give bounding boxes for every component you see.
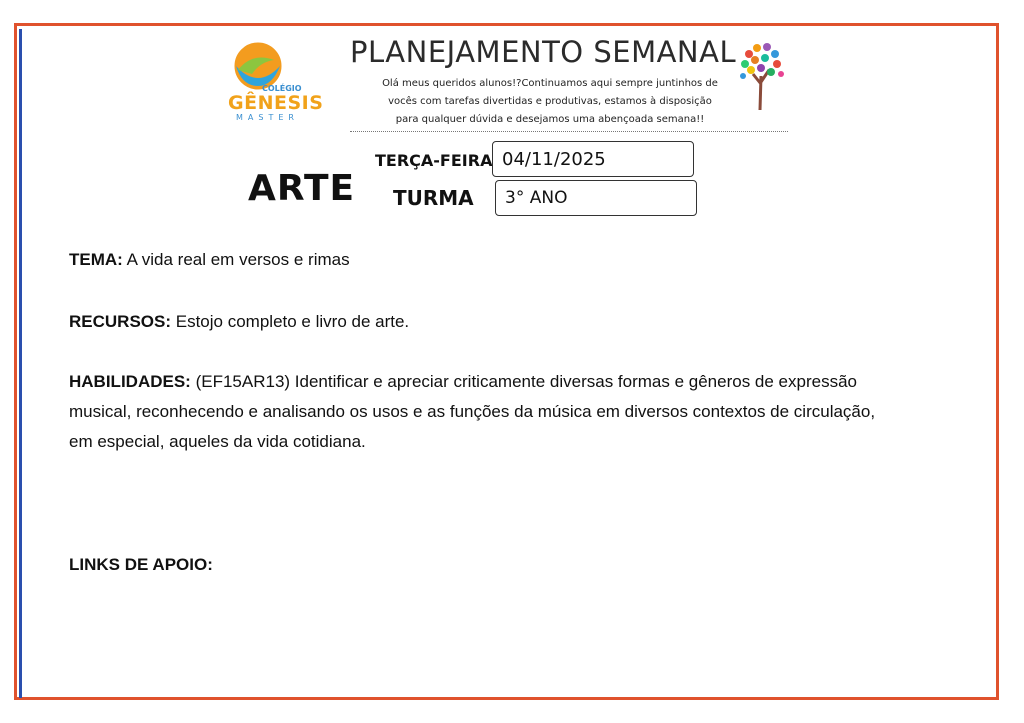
logo-text-master: MASTER <box>236 113 299 122</box>
class-label: TURMA <box>393 186 474 210</box>
skills-label: HABILIDADES: <box>69 372 191 391</box>
logo-text-genesis: GÊNESIS <box>228 92 324 114</box>
links-row <box>69 550 899 580</box>
resources-row <box>69 307 899 337</box>
class-value: 3° ANO <box>505 188 568 208</box>
tree-icon <box>737 40 785 110</box>
resources-label: RECURSOS: <box>69 312 172 331</box>
subject-title: ARTE <box>248 168 356 209</box>
skills-row <box>69 367 899 457</box>
date-field <box>492 141 694 177</box>
page-title: PLANEJAMENTO SEMANAL <box>350 35 737 69</box>
side-accent-bar <box>19 29 22 698</box>
resources-value: Estojo completo e livro de arte. <box>175 312 410 331</box>
theme-row <box>69 245 899 275</box>
date-value: 04/11/2025 <box>502 148 606 170</box>
logo-text-colegio: COLÉGIO <box>262 84 302 93</box>
greeting-message: Olá meus queridos alunos!?Continuamos aqui sempre juntinhos de vocês com tarefas divertidas e produtivas, estamos à disposição para qualquer dúvida e desejamos uma abençoada semana!! <box>382 78 718 125</box>
links-label: LINKS DE APOIO: <box>69 555 213 574</box>
day-label: TERÇA-FEIRA <box>375 151 493 170</box>
header-divider <box>350 131 788 132</box>
skills-value: (EF15AR13) Identificar e apreciar criticamente diversas formas e gêneros de expressão musical, reconhecendo e analisando os usos e as funções da música em diversos contextos de circulação, em especial, aqueles da vida cotidiana. <box>69 372 876 451</box>
class-field <box>495 180 697 216</box>
theme-value: A vida real em versos e rimas <box>126 250 350 269</box>
theme-label: TEMA: <box>69 250 123 269</box>
